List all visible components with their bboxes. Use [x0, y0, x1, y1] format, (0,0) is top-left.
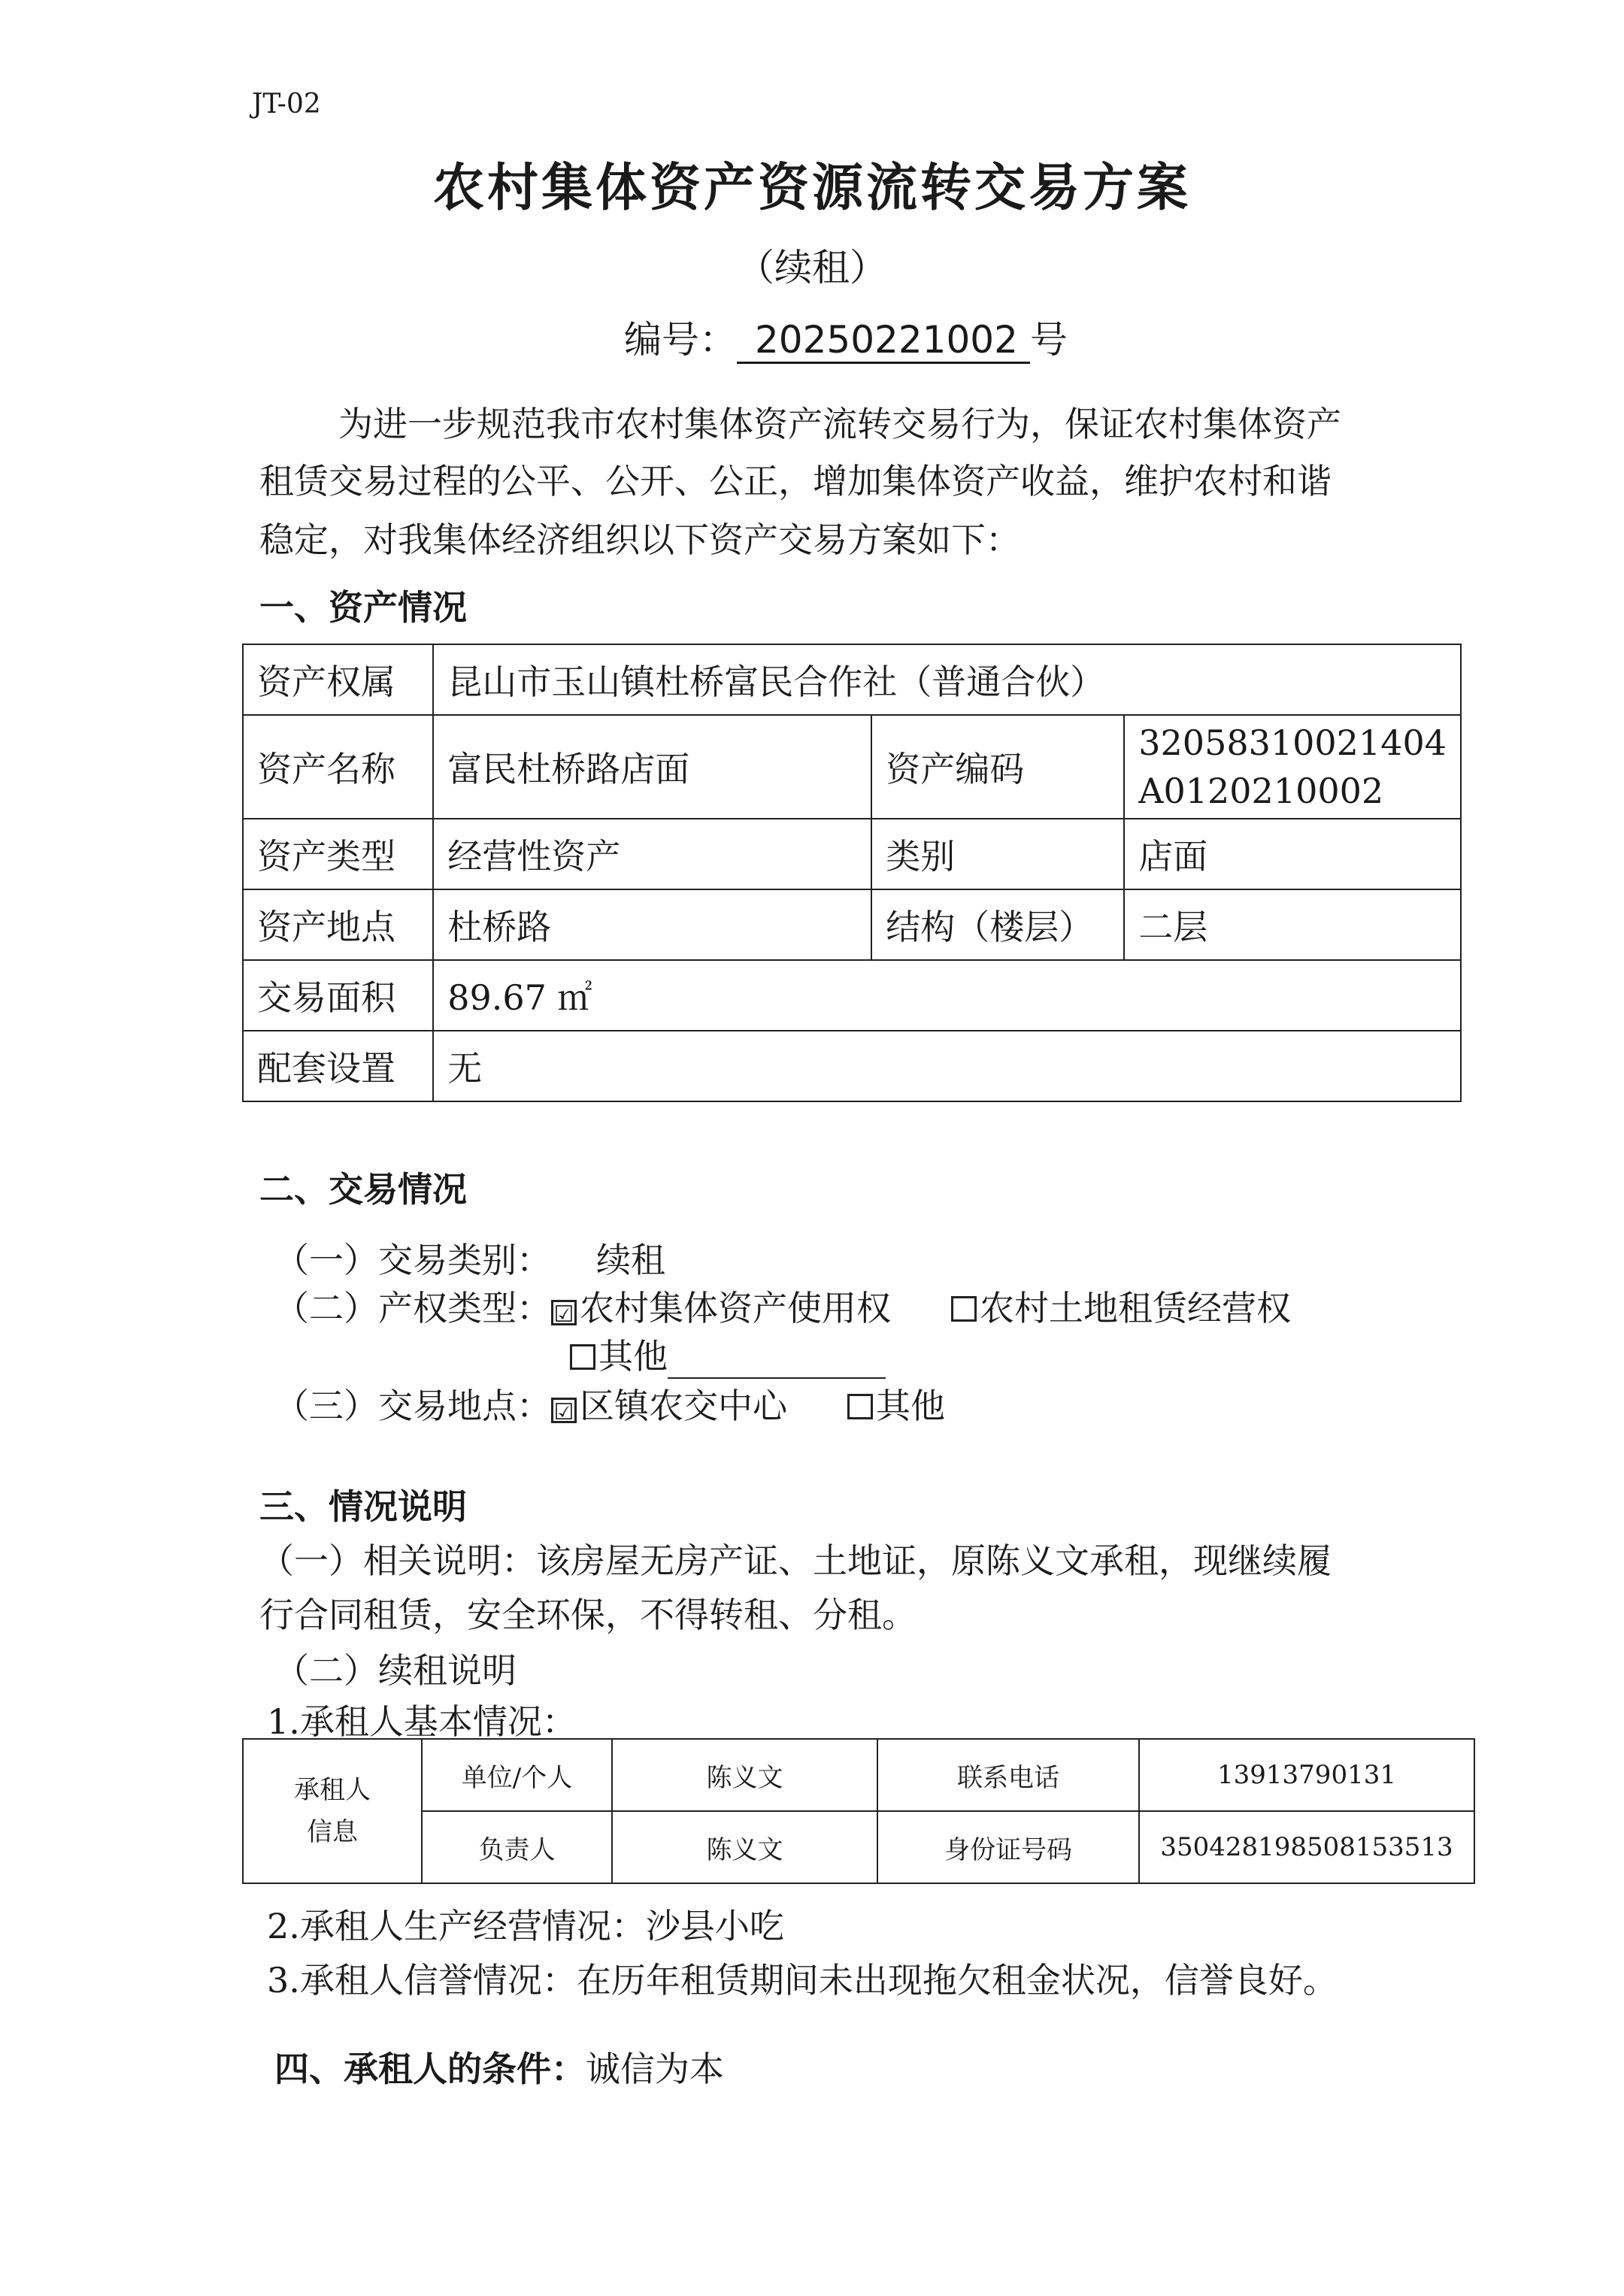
- category-label: 类别: [871, 819, 1124, 889]
- doc-number-suffix: 号: [1029, 318, 1068, 362]
- doc-number-label: 编号：: [624, 318, 737, 362]
- structure-value: 二层: [1124, 889, 1461, 960]
- section4: [274, 2042, 724, 2092]
- structure-label: 结构（楼层）: [871, 889, 1124, 960]
- page-title: 农村集体资产资源流转交易方案: [432, 159, 1191, 218]
- area-value: 89.67 ㎡: [433, 960, 1461, 1031]
- asset-code-label: 资产编码: [871, 715, 1124, 819]
- leader-value: 陈义文: [612, 1811, 877, 1883]
- section4-heading: 四、承租人的条件：: [274, 2049, 586, 2089]
- trade-category: [274, 1233, 665, 1283]
- location-value: 杜桥路: [433, 889, 871, 960]
- id-label: 身份证号码: [877, 1811, 1139, 1883]
- property-type: [274, 1281, 1291, 1331]
- sub1: 1.承租人基本情况：: [267, 1701, 577, 1742]
- sub2: 2.承租人生产经营情况：沙县小吃: [267, 1906, 784, 1946]
- checkbox-location-other[interactable]: [847, 1394, 873, 1419]
- lessee-group-label: [243, 1739, 422, 1883]
- table-row: [243, 1031, 1461, 1101]
- page-subtitle: （续租）: [737, 246, 887, 289]
- ownership-value: 昆山市玉山镇杜桥富民合作社（普通合伙）: [433, 644, 1461, 715]
- opt-district-center-label: 区镇农交中心: [580, 1386, 787, 1426]
- property-type-other: [570, 1329, 886, 1379]
- facility-label: 配套设置: [243, 1031, 433, 1101]
- table-row: [243, 1739, 1474, 1811]
- asset-name-value: 富民杜桥路店面: [433, 715, 871, 819]
- phone-label: 联系电话: [877, 1739, 1139, 1811]
- checkbox-land-lease[interactable]: [951, 1296, 977, 1322]
- trade-location: [274, 1379, 945, 1428]
- table-row: [243, 819, 1461, 889]
- doc-number: [624, 310, 1068, 364]
- trade-category-label: （一）交易类别：: [274, 1240, 551, 1280]
- leader-label: 负责人: [422, 1811, 612, 1883]
- category-value: 店面: [1124, 819, 1461, 889]
- asset-table: [242, 644, 1462, 1102]
- phone-value: 13913790131: [1139, 1739, 1474, 1811]
- unit-value: 陈义文: [612, 1739, 877, 1811]
- opt-location-other-label: 其他: [876, 1386, 945, 1426]
- table-row: [243, 644, 1461, 715]
- location-label: 资产地点: [243, 889, 433, 960]
- facility-value: 无: [433, 1031, 1461, 1101]
- other-blank-line: [668, 1347, 886, 1379]
- area-label: 交易面积: [243, 960, 433, 1031]
- asset-code-line-1: 32058310021404: [1138, 722, 1447, 763]
- intro-line-1: 为进一步规范我市农村集体资产流转交易行为，保证农村集体资产: [338, 404, 1341, 444]
- unit-label: 单位/个人: [422, 1739, 612, 1811]
- trade-location-label: （三）交易地点：: [274, 1386, 551, 1426]
- table-row: [243, 960, 1461, 1031]
- property-type-label: （二）产权类型：: [274, 1288, 551, 1328]
- table-row: [243, 889, 1461, 960]
- note1-line-1: （一）相关说明：该房屋无房产证、土地证，原陈义文承租，现继续履: [259, 1540, 1332, 1581]
- note1-line-2: 行合同租赁，安全环保，不得转租、分租。: [259, 1595, 917, 1635]
- lessee-group-label-1: 承租人: [294, 1775, 371, 1805]
- asset-code-line-2: A0120210002: [1138, 771, 1384, 811]
- opt-use-right-label: 农村集体资产使用权: [580, 1288, 891, 1328]
- lessee-table: [242, 1738, 1475, 1884]
- checkbox-district-center[interactable]: ☑: [551, 1398, 577, 1423]
- intro-line-3: 稳定，对我集体经济组织以下资产交易方案如下：: [259, 519, 1020, 560]
- asset-type-label: 资产类型: [243, 819, 433, 889]
- lessee-group-label-2: 信息: [307, 1817, 358, 1847]
- note2: （二）续租说明: [274, 1650, 517, 1691]
- opt-property-other-label: 其他: [598, 1336, 668, 1377]
- section3-heading: 三、情况说明: [259, 1486, 467, 1527]
- table-row: [243, 1811, 1474, 1883]
- checkbox-property-other[interactable]: [570, 1344, 595, 1370]
- doc-code: JT-02: [252, 89, 321, 120]
- checkbox-use-right[interactable]: ☑: [551, 1300, 577, 1325]
- section4-value: 诚信为本: [586, 2049, 724, 2089]
- opt-land-lease-label: 农村土地租赁经营权: [980, 1288, 1291, 1328]
- intro-line-2: 租赁交易过程的公平、公开、公正，增加集体资产收益，维护农村和谐: [259, 461, 1332, 501]
- sub3: 3.承租人信誉情况：在历年租赁期间未出现拖欠租金状况，信誉良好。: [267, 1960, 1338, 2001]
- doc-number-value: 20250221002: [737, 318, 1030, 364]
- section2-heading: 二、交易情况: [259, 1169, 467, 1210]
- section1-heading: 一、资产情况: [259, 587, 467, 628]
- trade-category-value: 续租: [596, 1240, 665, 1280]
- table-row: [243, 715, 1461, 819]
- id-value: 350428198508153513: [1139, 1811, 1474, 1883]
- asset-type-value: 经营性资产: [433, 819, 871, 889]
- ownership-label: 资产权属: [243, 644, 433, 715]
- asset-code-value: [1124, 715, 1461, 819]
- asset-name-label: 资产名称: [243, 715, 433, 819]
